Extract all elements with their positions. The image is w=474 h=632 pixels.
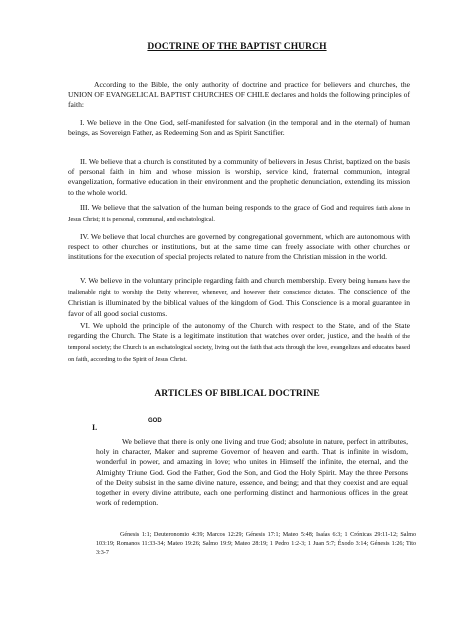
principle-2: II. We believe that a church is constituted by a community of believers in Jesus Christ, baptized on the basis of personal faith in him and whose mission is worship, service kind, fraternal communion, integral evangelization, formative education in their environment and the prophetic denunciation, extending its mission to the whole world.: [68, 157, 410, 197]
principle-5-small-text: humans have the inalienable right to worship the Deity wherever, whenever, and however their conscience dictates.: [68, 278, 410, 297]
intro-paragraph: According to the Bible, the only authority of doctrine and practice for believers and churches, the UNION OF EVANGELICAL BAPTIST CHURCHES OF CHILE declares and holds the following principles of faith:: [68, 80, 410, 110]
god-article-text: We believe that there is only one living and true God; absolute in nature, perfect in attributes, holy in character, Maker and supreme Governor of heaven and earth. That is infinite in wisdom, wonderful in power, and amazing in love; who unites in Himself the infinite, the eternal, and the Almighty Triune God. God the Father, God the Son, and God the Holy Spirit. May the three Persons of the Deity subsist in the same divine nature, essence, and being; and that they coexist and are equal together in every divine attribute, each one performing distinct and harmonious offices in the great work of redemption.: [96, 437, 408, 508]
principle-3-text: III. We believe that the salvation of the human being responds to the grace of God and requires: [80, 203, 377, 212]
principle-6-small-text: health of the temporal society; the Church is an eschatological society, living out the faith that acts through the love, evangelizes and educates based on faith, according to the Spirit of Jesus Christ.: [68, 333, 410, 363]
principle-3: [68, 203, 410, 225]
document-title: DOCTRINE OF THE BAPTIST CHURCH: [147, 42, 327, 52]
principle-4: IV. We believe that local churches are governed by congregational government, which are autonomous with respect to other churches or institutions, but at the same time can freely associate with other churches or institutions for the execution of special projects related to nature from the Christian mission in the world.: [68, 232, 410, 262]
principle-1: I. We believe in the One God, self-manifested for salvation (in the temporal and in the eternal) of human beings, as Sovereign Father, as Redeeming Son and as Spirit Sanctifier.: [68, 118, 410, 138]
principle-3-small-text: faith alone in Jesus Christ; it is personal, communal, and eschatological.: [68, 205, 410, 224]
principle-5: [68, 276, 410, 319]
principle-6: [68, 321, 410, 365]
section-number: I.: [92, 423, 98, 432]
principle-5-rest: The conscience of the Christian is illuminated by the biblical values of the kingdom of God. This Conscience is a moral guarantee in favor of all good social customs.: [68, 287, 410, 318]
principle-5-text: V. We believe in the voluntary principle regarding faith and church membership. Every being: [80, 276, 368, 285]
principle-6-text: VI. We uphold the principle of the autonomy of the Church with respect to the State, and of the State regarding the Church. The State is a legitimate institution that watches over order, justice, and the: [68, 321, 410, 341]
articles-title: ARTICLES OF BIBLICAL DOCTRINE: [154, 389, 320, 399]
scripture-references: Génesis 1:1; Deuteronomio 4:39; Marcos 12:29; Génesis 17:1; Mateo 5:48; Isaías 6:3; 1 Crónicas 29:11-12; Salmo 103:19; Romanos 11:33-34; Mateo 19:26; Salmo 19:9; Mateo 28:19; 1 Pedro 1:2-3; 1 Juan 5:7; Éxodo 3:14; Génesis 1:26; Tito 3:3-7: [96, 532, 416, 556]
section-heading: GOD: [148, 418, 162, 424]
